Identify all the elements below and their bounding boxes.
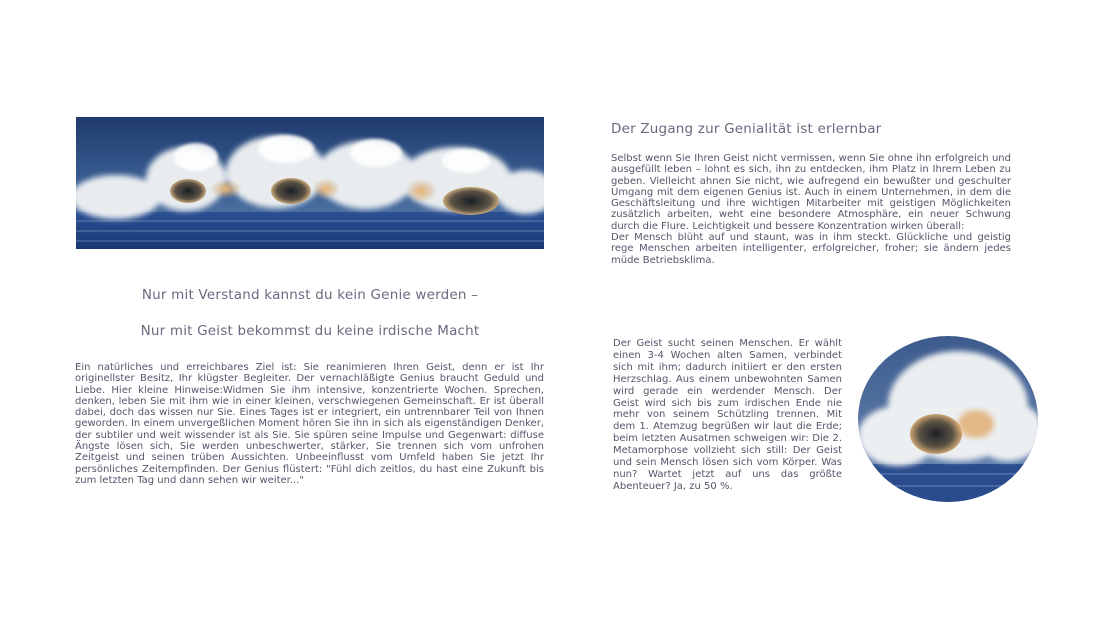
body-text-right [611, 153, 1011, 266]
wave-photo-icon [76, 117, 544, 249]
body-text-right-part-1: Selbst wenn Sie Ihren Geist nicht vermissen, wenn Sie ohne ihn erfolgreich und ausgefüllt leben – lohnt es sich, ihn zu entdecken, ihm Platz in Ihrem Leben zu geben. Vielleicht ahnen Sie nicht, wie aufregend ein bewußter und geschulter Umgang mit dem eigenen Genius ist. Auch in einem Unternehmen, in dem die Geschäftsleitung und ihre wichtigen Mitarbeiter mit geistigen Möglichkeiten zusätzlich arbeiten, weht eine besondere Atmosphäre, ein neuer Schwung durch die Flure. Leichtigkeit und bessere Konzentration wirken überall: [611, 153, 1011, 232]
wave-circle-image [858, 336, 1038, 502]
wave-banner-image [76, 117, 544, 249]
body-text-right-part-2: Der Mensch blüht auf und staunt, was in ihm steckt. Glückliche und geistig rege Menschen arbeiten intelligenter, erfolgreicher, froher; sie ändern jedes müde Betriebsklima. [611, 232, 1011, 266]
headline-verstand: Nur mit Verstand kannst du kein Genie werden – [141, 287, 479, 303]
section-title-genialitaet: Der Zugang zur Genialität ist erlernbar [611, 121, 882, 137]
body-text-left: Ein natürliches und erreichbares Ziel ist: Sie reanimieren Ihren Geist, denn er ist Ihr originellster Besitz, Ihr klügster Begleiter. Der vernachläßigte Genius braucht Geduld und Liebe. Hier kleine Hinweise:Widmen Sie ihm intensive, konzentrierte Wochen. Sprechen, denken, leben Sie mit ihm wie in einer kleinen, verschwiegenen Gemeinschaft. Er ist überall dabei, doch das wissen nur Sie. Eines Tages ist er integriert, ein untrennbarer Teil von Ihnen geworden. In einem unvergeßlichen Moment hören Sie ihn in sich als eigenständigen Denker, der subtiler und weit wissender ist als Sie. Sie spüren seine Impulse und Gegenwart: diffuse Ängste lösen sich, Sie werden unbeschwerter, stärker, Sie trennen sich vom unfrohen Zeitgeist und seinen trüben Aussichten. Unbeeinflusst vom Umfeld haben Sie jetzt Ihr persönliches Zeitempfinden. Der Genius flüstert: "Fühl dich zeitlos, du hast eine Zukunft bis zum letzten Tag und dann sehen wir weiter..." [75, 362, 544, 486]
wave-circle-photo-icon [858, 336, 1038, 502]
body-text-side: Der Geist sucht seinen Menschen. Er wählt einen 3-4 Wochen alten Samen, verbindet sich mit ihm; dadurch initiiert er den ersten Herzschlag. Aus einem unbewohnten Samen wird gerade ein werdender Mensch. Der Geist wird sich bis zum irdischen Ende nie mehr von seinem Schützling trennen. Mit dem 1. Atemzug begrüßen wir laut die Erde; beim letzten Ausatmen schweigen wir: Die 2. Metamorphose vollzieht sich still: Der Geist und sein Mensch lösen sich vom Körper. Was nun? Wartet jetzt auf uns das größte Abenteuer? Ja, zu 50 %. [613, 338, 842, 492]
headline-geist: Nur mit Geist bekommst du keine irdische Macht [140, 323, 480, 339]
